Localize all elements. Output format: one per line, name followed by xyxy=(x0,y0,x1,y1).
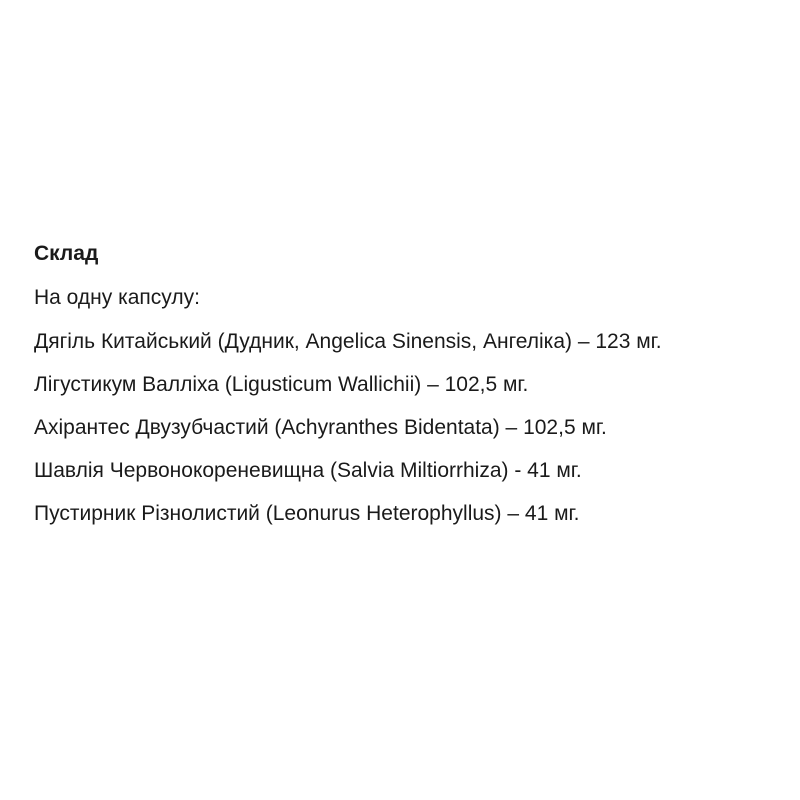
per-capsule-label: На одну капсулу: xyxy=(34,286,200,309)
ingredient-item: Ахірантес Двузубчастий (Achyranthes Bidentata) – 102,5 мг. xyxy=(34,416,607,439)
ingredient-item: Шавлія Червонокореневищна (Salvia Miltiorrhiza) - 41 мг. xyxy=(34,459,582,482)
composition-title: Склад xyxy=(34,242,99,265)
composition-section xyxy=(34,240,794,543)
ingredient-list xyxy=(34,328,794,528)
ingredient-item: Дягіль Китайський (Дудник, Angelica Sinensis, Ангеліка) – 123 мг. xyxy=(34,330,662,353)
ingredient-item: Лігустикум Валліха (Ligusticum Wallichii) – 102,5 мг. xyxy=(34,373,529,396)
ingredient-item: Пустирник Різнолистий (Leonurus Heterophyllus) – 41 мг. xyxy=(34,502,580,525)
